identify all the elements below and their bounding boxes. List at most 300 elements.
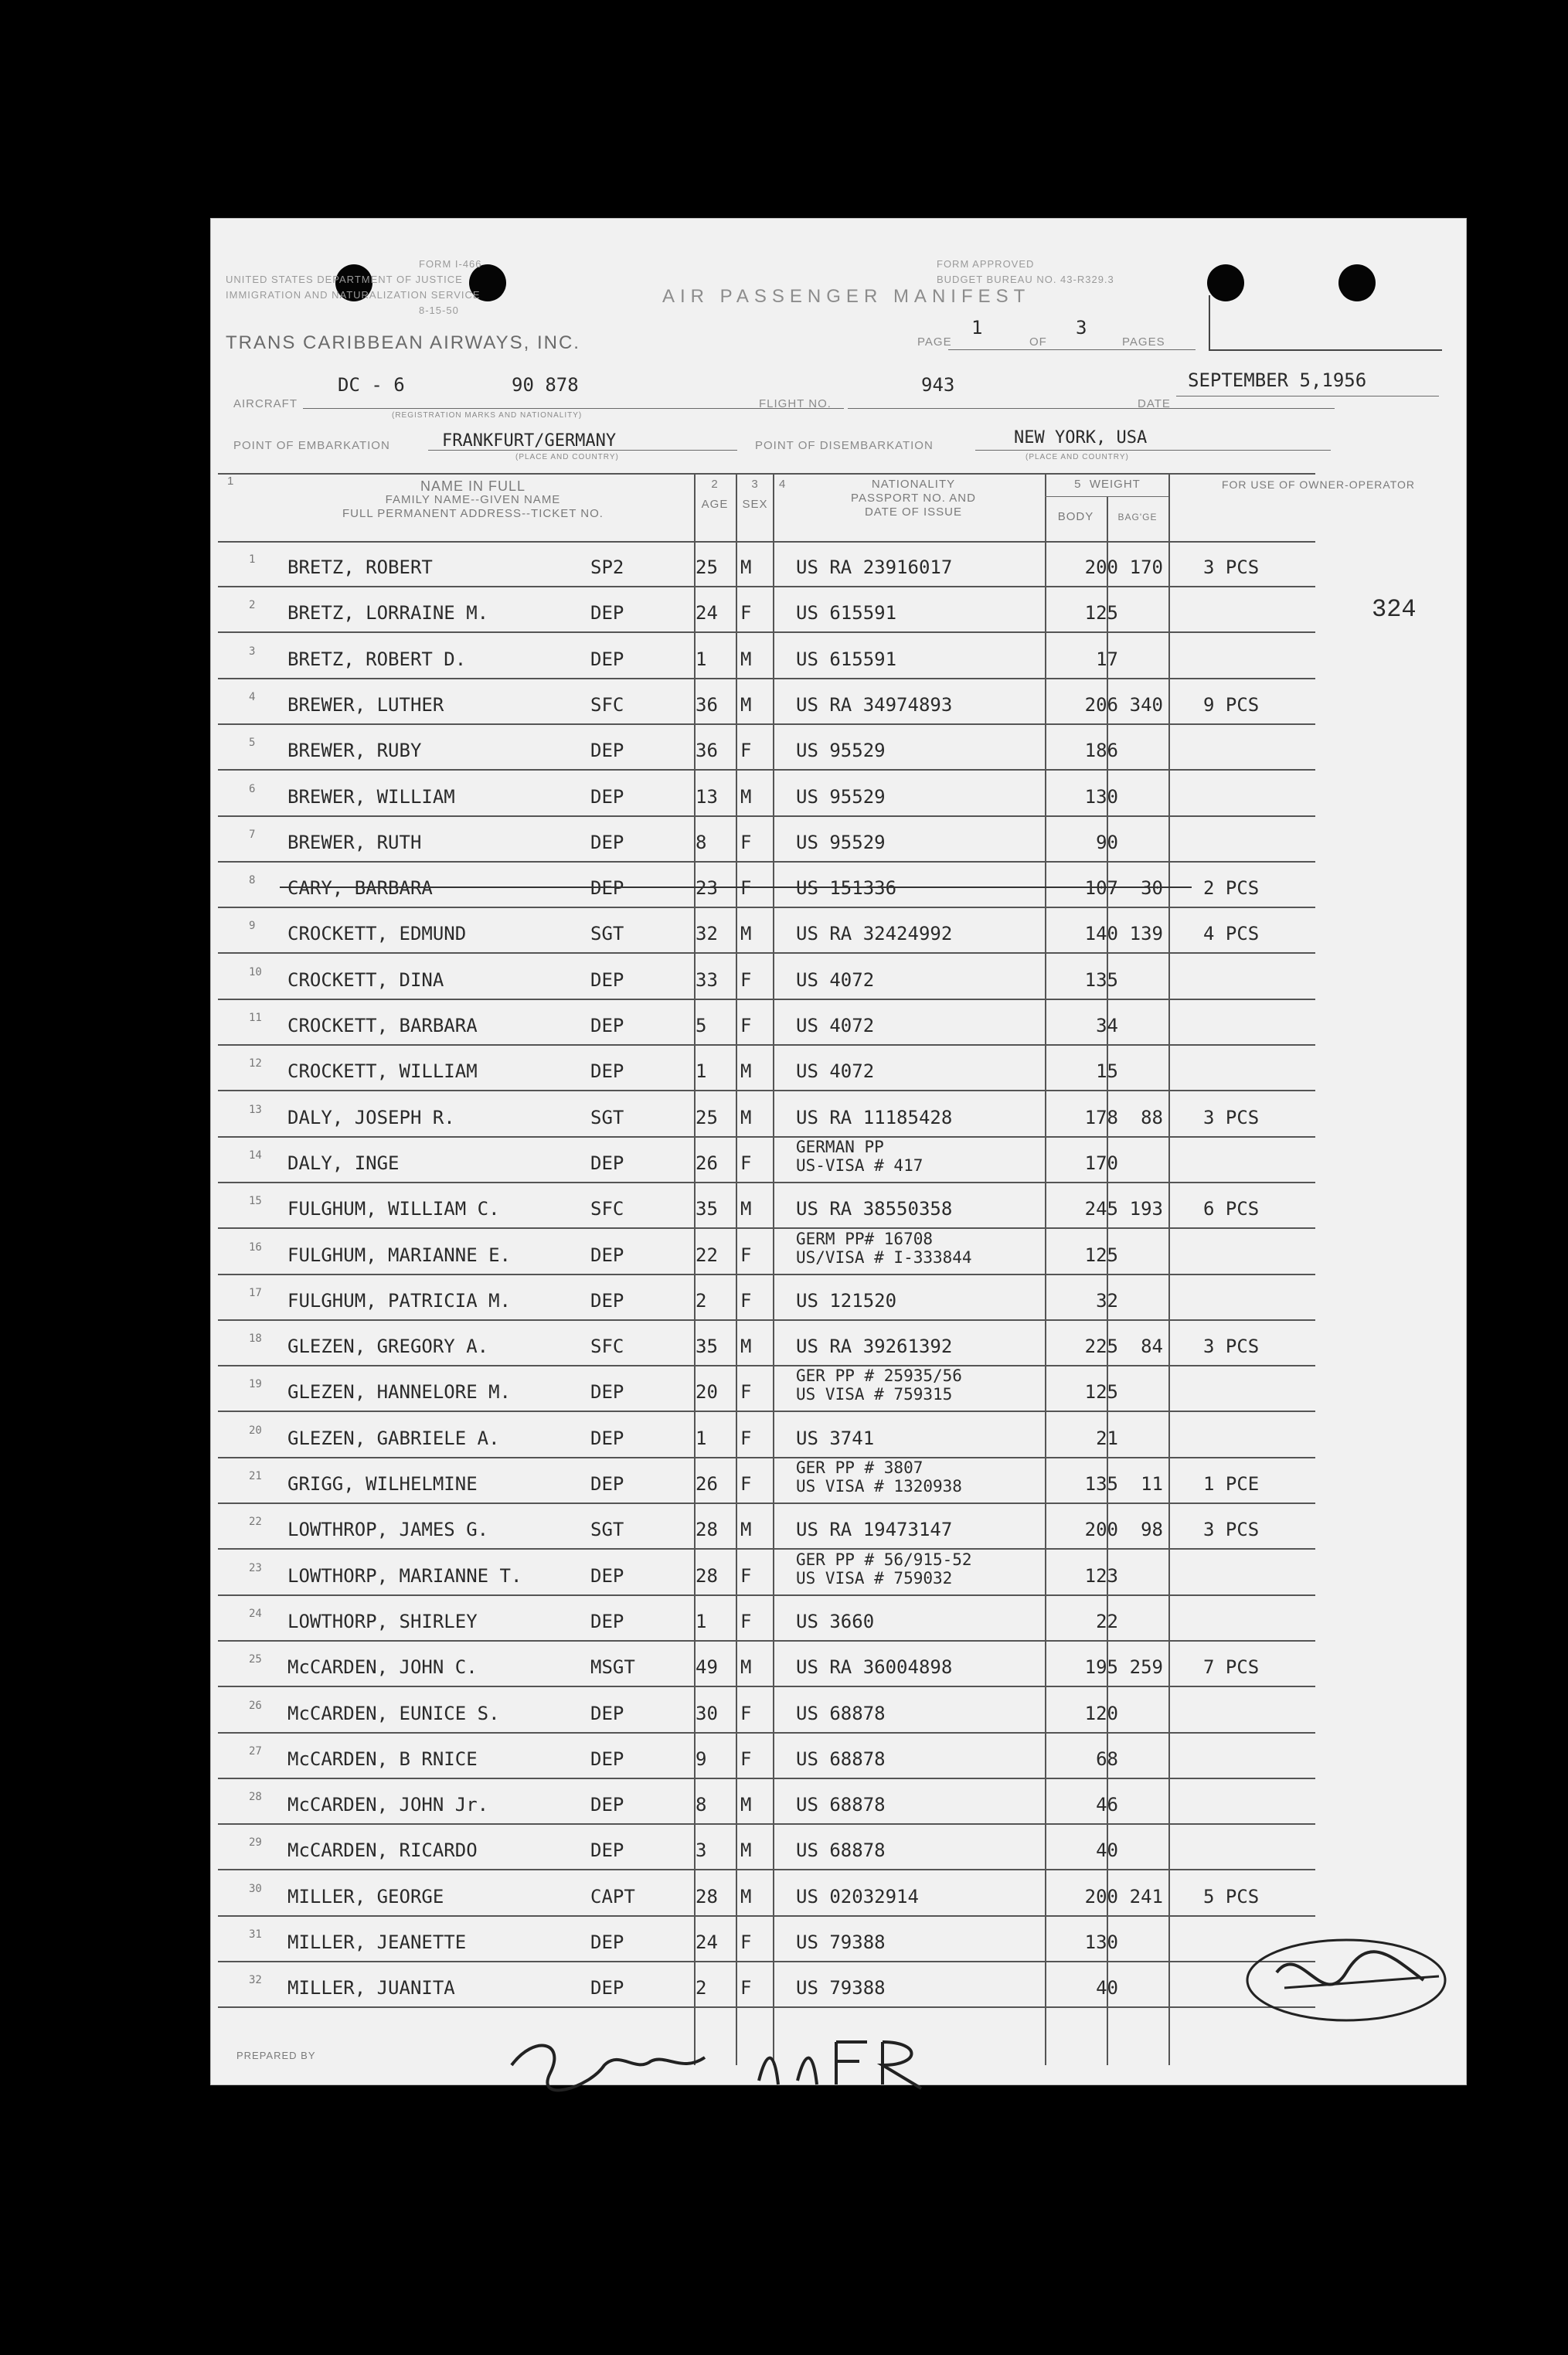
table-row bbox=[210, 907, 1467, 953]
body-weight: 170 bbox=[1084, 1152, 1118, 1174]
table-row bbox=[210, 1274, 1467, 1320]
passenger-name: FULGHUM, PATRICIA M. bbox=[287, 1289, 511, 1312]
table-row bbox=[210, 541, 1467, 587]
corner-box bbox=[1209, 295, 1442, 351]
passenger-age: 23 bbox=[696, 877, 718, 900]
embarkation-place: FRANKFURT/GERMANY bbox=[442, 431, 617, 451]
owner-operator-note: 9 PCS bbox=[1203, 693, 1260, 716]
passenger-rank: DEP bbox=[590, 785, 624, 808]
row-number: 15 bbox=[249, 1195, 262, 1208]
passenger-rank: SFC bbox=[590, 693, 624, 716]
form-date: 8-15-50 bbox=[419, 305, 459, 316]
pages-label: PAGES bbox=[1122, 335, 1165, 349]
passenger-rank: DEP bbox=[590, 1564, 624, 1587]
passenger-sex: F bbox=[740, 602, 752, 624]
row-number: 32 bbox=[249, 1974, 262, 1987]
passenger-sex: F bbox=[740, 1702, 752, 1724]
passenger-nationality: US 68878 bbox=[796, 1839, 886, 1862]
passenger-rank: SFC bbox=[590, 1198, 624, 1220]
owner-operator-note: 2 PCS bbox=[1203, 877, 1260, 900]
passenger-sex: M bbox=[740, 556, 752, 578]
passenger-age: 1 bbox=[696, 648, 707, 670]
body-weight: 40 bbox=[1096, 1977, 1118, 1999]
body-weight: 186 bbox=[1084, 740, 1118, 762]
passenger-age: 2 bbox=[696, 1289, 707, 1312]
passenger-age: 28 bbox=[696, 1885, 718, 1907]
table-row bbox=[210, 1458, 1467, 1503]
table-row bbox=[210, 1183, 1467, 1228]
table-row bbox=[210, 1412, 1467, 1458]
budget-bureau: BUDGET BUREAU NO. 43-R329.3 bbox=[937, 274, 1114, 285]
stamp-number: 324 bbox=[1372, 595, 1417, 624]
table-row bbox=[210, 862, 1467, 907]
body-weight: 125 bbox=[1084, 602, 1118, 624]
passenger-age: 28 bbox=[696, 1564, 718, 1587]
body-weight: 178 bbox=[1084, 1106, 1118, 1128]
signature-initials-mark bbox=[1230, 1926, 1462, 2034]
passenger-nationality: US 3660 bbox=[796, 1610, 875, 1632]
passenger-sex: F bbox=[740, 1473, 752, 1495]
passenger-rank: SGT bbox=[590, 1106, 624, 1128]
passenger-name: FULGHUM, WILLIAM C. bbox=[287, 1198, 500, 1220]
table-row bbox=[210, 1870, 1467, 1916]
passenger-name: McCARDEN, JOHN Jr. bbox=[287, 1794, 489, 1816]
body-weight: 32 bbox=[1096, 1289, 1118, 1312]
passenger-name: McCARDEN, JOHN C. bbox=[287, 1656, 478, 1679]
passenger-name: CROCKETT, BARBARA bbox=[287, 1015, 478, 1036]
table-row bbox=[210, 1503, 1467, 1549]
col-baggage-header: BAG'GE bbox=[1117, 512, 1158, 522]
passenger-name: MILLER, JEANETTE bbox=[287, 1931, 467, 1953]
passenger-rank: DEP bbox=[590, 602, 624, 624]
passenger-age: 8 bbox=[696, 831, 707, 853]
strike-through-line bbox=[280, 887, 1192, 888]
passenger-nationality: US RA 39261392 bbox=[796, 1336, 953, 1358]
col-name-header: NAME IN FULL FAMILY NAME--GIVEN NAME FULL PERMANENT ADDRESS--TICKET NO. bbox=[342, 478, 604, 520]
aircraft-registration: 90 878 bbox=[512, 374, 579, 396]
manifest-table bbox=[210, 473, 1467, 2011]
row-number: 26 bbox=[249, 1699, 262, 1712]
passenger-sex: M bbox=[740, 1885, 752, 1907]
passenger-nationality: US 95529 bbox=[796, 785, 886, 808]
passenger-age: 26 bbox=[696, 1152, 718, 1174]
passenger-name: DALY, JOSEPH R. bbox=[287, 1106, 455, 1128]
table-row bbox=[210, 1137, 1467, 1183]
body-weight: 140 bbox=[1084, 923, 1118, 945]
row-number: 25 bbox=[249, 1653, 262, 1666]
table-row bbox=[210, 633, 1467, 679]
passenger-age: 36 bbox=[696, 740, 718, 762]
passenger-nationality: US 4072 bbox=[796, 1060, 875, 1083]
row-number: 7 bbox=[249, 828, 256, 841]
table-row bbox=[210, 1091, 1467, 1137]
passenger-name: MILLER, JUANITA bbox=[287, 1977, 455, 1999]
table-row bbox=[210, 999, 1467, 1045]
row-number: 10 bbox=[249, 965, 262, 978]
flight-label: FLIGHT NO. bbox=[759, 397, 832, 410]
form-number: FORM I-466 bbox=[419, 258, 482, 270]
table-row bbox=[210, 1824, 1467, 1870]
body-weight: 245 bbox=[1084, 1198, 1118, 1220]
passenger-sex: F bbox=[740, 1152, 752, 1174]
passenger-nationality: US 121520 bbox=[796, 1289, 897, 1312]
passenger-sex: F bbox=[740, 1244, 752, 1266]
owner-operator-note: 3 PCS bbox=[1203, 1106, 1260, 1128]
passenger-name: LOWTHORP, SHIRLEY bbox=[287, 1610, 478, 1632]
passenger-name: GLEZEN, GREGORY A. bbox=[287, 1336, 489, 1358]
passenger-age: 1 bbox=[696, 1427, 707, 1449]
passenger-visa: US-VISA # 417 bbox=[796, 1155, 923, 1175]
passenger-name: BRETZ, LORRAINE M. bbox=[287, 602, 489, 624]
table-row bbox=[210, 679, 1467, 724]
passenger-sex: F bbox=[740, 1748, 752, 1770]
passenger-visa: US VISA # 1320938 bbox=[796, 1477, 962, 1496]
body-weight: 125 bbox=[1084, 1244, 1118, 1266]
baggage-weight: 170 bbox=[1129, 556, 1163, 578]
baggage-weight: 11 bbox=[1141, 1473, 1163, 1495]
row-number: 11 bbox=[249, 1012, 262, 1024]
passenger-rank: MSGT bbox=[590, 1656, 635, 1679]
manifest-title: AIR PASSENGER MANIFEST bbox=[662, 286, 1031, 307]
passenger-age: 35 bbox=[696, 1198, 718, 1220]
embarkation-caption: (PLACE AND COUNTRY) bbox=[515, 453, 619, 461]
body-weight: 200 bbox=[1084, 556, 1118, 578]
passenger-age: 26 bbox=[696, 1473, 718, 1495]
passenger-age: 22 bbox=[696, 1244, 718, 1266]
passenger-age: 28 bbox=[696, 1519, 718, 1541]
of-label: OF bbox=[1029, 335, 1047, 349]
passenger-age: 36 bbox=[696, 693, 718, 716]
baggage-weight: 193 bbox=[1129, 1198, 1163, 1220]
flight-number: 943 bbox=[921, 374, 955, 396]
passenger-nationality: US 151336 bbox=[796, 877, 897, 900]
passenger-rank: DEP bbox=[590, 1060, 624, 1083]
passenger-rank: DEP bbox=[590, 648, 624, 670]
preparer-signature bbox=[504, 2019, 983, 2104]
passenger-nationality: GERM PP# 16708 bbox=[796, 1229, 934, 1248]
table-row bbox=[210, 1550, 1467, 1595]
row-number: 21 bbox=[249, 1470, 262, 1482]
passenger-rank: DEP bbox=[590, 1427, 624, 1449]
table-row bbox=[210, 1733, 1467, 1778]
passenger-name: BREWER, WILLIAM bbox=[287, 785, 455, 808]
passenger-sex: F bbox=[740, 1564, 752, 1587]
body-weight: 135 bbox=[1084, 968, 1118, 991]
passenger-rank: SP2 bbox=[590, 556, 624, 578]
passenger-name: GLEZEN, HANNELORE M. bbox=[287, 1381, 511, 1404]
body-weight: 225 bbox=[1084, 1336, 1118, 1358]
col-1-number: 1 bbox=[227, 475, 235, 488]
row-number: 29 bbox=[249, 1836, 262, 1850]
passenger-rank: SFC bbox=[590, 1336, 624, 1358]
passenger-nationality: US 3741 bbox=[796, 1427, 875, 1449]
passenger-sex: F bbox=[740, 1289, 752, 1312]
col-sex-header: 3 SEX bbox=[742, 478, 768, 511]
row-number: 27 bbox=[249, 1744, 262, 1758]
baggage-weight: 30 bbox=[1141, 877, 1163, 900]
passenger-name: FULGHUM, MARIANNE E. bbox=[287, 1244, 511, 1266]
passenger-sex: F bbox=[740, 1931, 752, 1953]
passenger-name: DALY, INGE bbox=[287, 1152, 400, 1174]
body-weight: 107 bbox=[1084, 877, 1118, 900]
passenger-nationality: US RA 19473147 bbox=[796, 1519, 953, 1541]
passenger-sex: M bbox=[740, 648, 752, 670]
passenger-name: CROCKETT, WILLIAM bbox=[287, 1060, 478, 1083]
passenger-sex: F bbox=[740, 877, 752, 900]
row-number: 8 bbox=[249, 874, 256, 887]
aircraft-type: DC - 6 bbox=[338, 374, 405, 396]
table-row bbox=[210, 954, 1467, 999]
passenger-nationality: GERMAN PP bbox=[796, 1137, 884, 1156]
passenger-sex: F bbox=[740, 968, 752, 991]
baggage-weight: 139 bbox=[1129, 923, 1163, 945]
row-number: 28 bbox=[249, 1791, 262, 1804]
passenger-sex: M bbox=[740, 1519, 752, 1541]
passenger-age: 9 bbox=[696, 1748, 707, 1770]
passenger-name: GRIGG, WILHELMINE bbox=[287, 1473, 478, 1495]
passenger-name: MILLER, GEORGE bbox=[287, 1885, 444, 1907]
owner-operator-note: 4 PCS bbox=[1203, 923, 1260, 945]
body-weight: 200 bbox=[1084, 1885, 1118, 1907]
disembarkation-place: NEW YORK, USA bbox=[1014, 428, 1148, 448]
baggage-weight: 340 bbox=[1129, 693, 1163, 716]
table-row bbox=[210, 771, 1467, 816]
passenger-rank: SGT bbox=[590, 923, 624, 945]
passenger-rank: DEP bbox=[590, 1839, 624, 1862]
passenger-age: 24 bbox=[696, 602, 718, 624]
passenger-name: GLEZEN, GABRIELE A. bbox=[287, 1427, 500, 1449]
passenger-sex: M bbox=[740, 1336, 752, 1358]
body-weight: 195 bbox=[1084, 1656, 1118, 1679]
table-row bbox=[210, 816, 1467, 862]
passenger-sex: F bbox=[740, 1427, 752, 1449]
passenger-nationality: US 68878 bbox=[796, 1748, 886, 1770]
page-number: 1 bbox=[971, 317, 983, 339]
body-weight: 200 bbox=[1084, 1519, 1118, 1541]
passenger-nationality: US 02032914 bbox=[796, 1885, 919, 1907]
row-number: 17 bbox=[249, 1286, 262, 1299]
passenger-nationality: GER PP # 56/915-52 bbox=[796, 1550, 972, 1569]
department: UNITED STATES DEPARTMENT OF JUSTICE bbox=[226, 274, 463, 285]
body-weight: 135 bbox=[1084, 1473, 1118, 1495]
passenger-age: 25 bbox=[696, 1106, 718, 1128]
passenger-age: 8 bbox=[696, 1794, 707, 1816]
registration-caption: (REGISTRATION MARKS AND NATIONALITY) bbox=[392, 411, 583, 420]
body-weight: 21 bbox=[1096, 1427, 1118, 1449]
row-number: 5 bbox=[249, 737, 256, 750]
passenger-name: BRETZ, ROBERT D. bbox=[287, 648, 467, 670]
body-weight: 90 bbox=[1096, 831, 1118, 853]
col-nationality-header: NATIONALITY PASSPORT NO. AND DATE OF ISSUE bbox=[851, 478, 976, 519]
col-4-number: 4 bbox=[779, 478, 787, 491]
table-row bbox=[210, 1687, 1467, 1733]
row-number: 19 bbox=[249, 1378, 262, 1391]
baggage-weight: 259 bbox=[1129, 1656, 1163, 1679]
row-number: 24 bbox=[249, 1607, 262, 1620]
passenger-rank: DEP bbox=[590, 1381, 624, 1404]
body-weight: 34 bbox=[1096, 1015, 1118, 1036]
passenger-nationality: US 79388 bbox=[796, 1977, 886, 1999]
passenger-nationality: GER PP # 3807 bbox=[796, 1458, 923, 1477]
row-number: 23 bbox=[249, 1561, 262, 1574]
table-row bbox=[210, 587, 1467, 632]
passenger-visa: US VISA # 759315 bbox=[796, 1385, 953, 1404]
passenger-name: CROCKETT, EDMUND bbox=[287, 923, 467, 945]
baggage-weight: 241 bbox=[1129, 1885, 1163, 1907]
passenger-sex: M bbox=[740, 1839, 752, 1862]
body-weight: 123 bbox=[1084, 1564, 1118, 1587]
passenger-sex: M bbox=[740, 1656, 752, 1679]
passenger-sex: M bbox=[740, 923, 752, 945]
passenger-name: LOWTHORP, MARIANNE T. bbox=[287, 1564, 522, 1587]
baggage-weight: 98 bbox=[1141, 1519, 1163, 1541]
owner-operator-note: 3 PCS bbox=[1203, 556, 1260, 578]
passenger-age: 5 bbox=[696, 1015, 707, 1036]
owner-operator-note: 3 PCS bbox=[1203, 1519, 1260, 1541]
passenger-rank: DEP bbox=[590, 1931, 624, 1953]
passenger-age: 1 bbox=[696, 1610, 707, 1632]
passenger-nationality: US 4072 bbox=[796, 968, 875, 991]
passenger-rank: SGT bbox=[590, 1519, 624, 1541]
passenger-nationality: US RA 32424992 bbox=[796, 923, 953, 945]
row-number: 6 bbox=[249, 782, 256, 795]
passenger-nationality: US 615591 bbox=[796, 602, 897, 624]
passenger-age: 35 bbox=[696, 1336, 718, 1358]
passenger-sex: F bbox=[740, 831, 752, 853]
passenger-nationality: US RA 34974893 bbox=[796, 693, 953, 716]
passenger-rank: DEP bbox=[590, 831, 624, 853]
passenger-rank: DEP bbox=[590, 1610, 624, 1632]
passenger-rank: DEP bbox=[590, 1473, 624, 1495]
body-weight: 130 bbox=[1084, 785, 1118, 808]
row-number: 14 bbox=[249, 1149, 262, 1162]
owner-operator-note: 6 PCS bbox=[1203, 1198, 1260, 1220]
passenger-rank: DEP bbox=[590, 1977, 624, 1999]
passenger-sex: F bbox=[740, 1381, 752, 1404]
passenger-age: 24 bbox=[696, 1931, 718, 1953]
table-row bbox=[210, 1778, 1467, 1824]
passenger-age: 1 bbox=[696, 1060, 707, 1083]
passenger-sex: M bbox=[740, 1060, 752, 1083]
passenger-sex: M bbox=[740, 1198, 752, 1220]
passenger-rank: DEP bbox=[590, 1289, 624, 1312]
passenger-sex: M bbox=[740, 693, 752, 716]
body-weight: 46 bbox=[1096, 1794, 1118, 1816]
row-number: 18 bbox=[249, 1332, 262, 1346]
row-number: 12 bbox=[249, 1057, 262, 1070]
body-weight: 120 bbox=[1084, 1702, 1118, 1724]
passenger-name: CARY, BARBARA bbox=[287, 877, 433, 900]
aircraft-label: AIRCRAFT bbox=[233, 397, 298, 410]
baggage-weight: 88 bbox=[1141, 1106, 1163, 1128]
row-number: 1 bbox=[249, 553, 256, 566]
passenger-visa: US/VISA # I-333844 bbox=[796, 1247, 972, 1267]
pages-total: 3 bbox=[1076, 317, 1087, 339]
body-weight: 40 bbox=[1096, 1839, 1118, 1862]
passenger-rank: DEP bbox=[590, 968, 624, 991]
manifest-sheet bbox=[210, 218, 1467, 2085]
passenger-rank: DEP bbox=[590, 1748, 624, 1770]
page-label: PAGE bbox=[917, 335, 952, 349]
passenger-sex: M bbox=[740, 1106, 752, 1128]
row-number: 4 bbox=[249, 690, 256, 703]
passenger-nationality: US 95529 bbox=[796, 740, 886, 762]
row-number: 2 bbox=[249, 599, 256, 612]
table-row bbox=[210, 1366, 1467, 1411]
passenger-name: McCARDEN, EUNICE S. bbox=[287, 1702, 500, 1724]
passenger-age: 30 bbox=[696, 1702, 718, 1724]
passenger-name: BREWER, RUBY bbox=[287, 740, 422, 762]
body-weight: 130 bbox=[1084, 1931, 1118, 1953]
row-number: 16 bbox=[249, 1240, 262, 1254]
passenger-nationality: US RA 38550358 bbox=[796, 1198, 953, 1220]
passenger-name: BREWER, RUTH bbox=[287, 831, 422, 853]
form-approved: FORM APPROVED bbox=[937, 258, 1035, 270]
passenger-age: 33 bbox=[696, 968, 718, 991]
passenger-rank: CAPT bbox=[590, 1885, 635, 1907]
col-owner-header: FOR USE OF OWNER-OPERATOR bbox=[1221, 478, 1416, 491]
passenger-sex: F bbox=[740, 1015, 752, 1036]
date-label: DATE bbox=[1138, 397, 1171, 410]
row-number: 20 bbox=[249, 1424, 262, 1437]
passenger-sex: M bbox=[740, 785, 752, 808]
passenger-rank: DEP bbox=[590, 877, 624, 900]
passenger-name: McCARDEN, RICARDO bbox=[287, 1839, 478, 1862]
passenger-nationality: US RA 36004898 bbox=[796, 1656, 953, 1679]
owner-operator-note: 7 PCS bbox=[1203, 1656, 1260, 1679]
passenger-age: 32 bbox=[696, 923, 718, 945]
passenger-age: 3 bbox=[696, 1839, 707, 1862]
owner-operator-note: 1 PCE bbox=[1203, 1473, 1260, 1495]
row-number: 13 bbox=[249, 1103, 262, 1116]
disembarkation-label: POINT OF DISEMBARKATION bbox=[755, 439, 934, 452]
passenger-nationality: GER PP # 25935/56 bbox=[796, 1366, 962, 1386]
table-row bbox=[210, 1229, 1467, 1274]
passenger-rank: DEP bbox=[590, 1794, 624, 1816]
embarkation-label: POINT OF EMBARKATION bbox=[233, 439, 390, 452]
table-row bbox=[210, 1595, 1467, 1641]
passenger-nationality: US 95529 bbox=[796, 831, 886, 853]
passenger-nationality: US RA 23916017 bbox=[796, 556, 953, 578]
passenger-sex: F bbox=[740, 1610, 752, 1632]
passenger-nationality: US 68878 bbox=[796, 1794, 886, 1816]
body-weight: 68 bbox=[1096, 1748, 1118, 1770]
passenger-sex: F bbox=[740, 740, 752, 762]
passenger-nationality: US 4072 bbox=[796, 1015, 875, 1036]
owner-operator-note: 3 PCS bbox=[1203, 1336, 1260, 1358]
col-body-header: BODY bbox=[1057, 510, 1094, 523]
col-age-header: 2 AGE bbox=[701, 478, 729, 511]
passenger-nationality: US RA 11185428 bbox=[796, 1106, 953, 1128]
manifest-date: SEPTEMBER 5,1956 bbox=[1188, 369, 1367, 391]
passenger-nationality: US 615591 bbox=[796, 648, 897, 670]
passenger-name: LOWTHROP, JAMES G. bbox=[287, 1519, 489, 1541]
baggage-weight: 84 bbox=[1141, 1336, 1163, 1358]
passenger-nationality: US 79388 bbox=[796, 1931, 886, 1953]
passenger-age: 49 bbox=[696, 1656, 718, 1679]
passenger-sex: F bbox=[740, 1977, 752, 1999]
row-number: 9 bbox=[249, 920, 256, 933]
table-row bbox=[210, 1320, 1467, 1366]
passenger-age: 25 bbox=[696, 556, 718, 578]
body-weight: 22 bbox=[1096, 1610, 1118, 1632]
row-number: 30 bbox=[249, 1882, 262, 1895]
passenger-name: CROCKETT, DINA bbox=[287, 968, 444, 991]
body-weight: 17 bbox=[1096, 648, 1118, 670]
prepared-by-label: PREPARED BY bbox=[236, 2050, 316, 2061]
passenger-name: McCARDEN, B RNICE bbox=[287, 1748, 478, 1770]
passenger-visa: US VISA # 759032 bbox=[796, 1568, 953, 1588]
